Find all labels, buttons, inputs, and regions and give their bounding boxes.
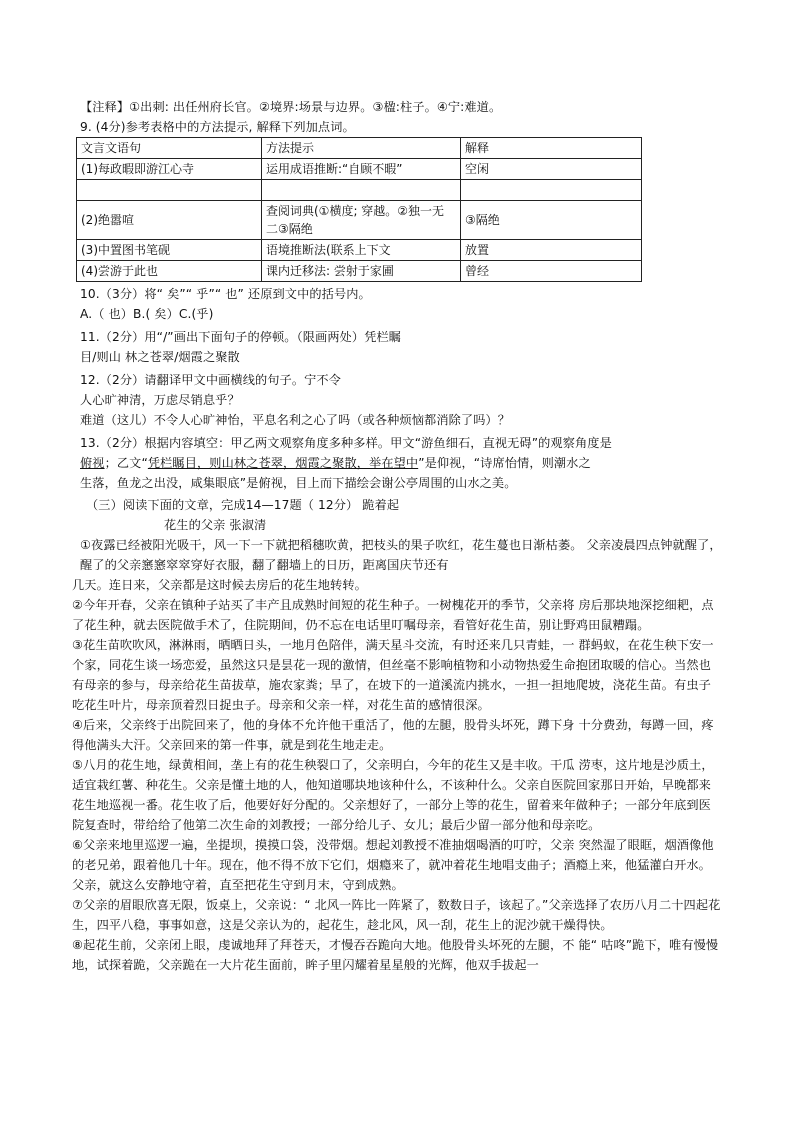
question-13-tail: ”是仰视，“诗席怡情，则潮水之 (418, 456, 591, 470)
question-10: 10.（3分）将“ 矣”“ 乎”“ 也” 还原到文中的括号内。 (80, 287, 371, 301)
table-cell: 曾经 (461, 261, 642, 282)
question-12: 12.（2分）请翻译甲文中画横线的句子。宁不令 (80, 373, 341, 387)
question-9-prompt: 9. (4分)参考表格中的方法提示, 解释下列加点词。 (80, 120, 355, 134)
method-table (76, 137, 642, 282)
question-10-answer: A.（ 也）B.( 矣）C.(乎) (80, 307, 214, 321)
question-13-line2 (72, 453, 722, 473)
table-cell: 课内迁移法: 尝射于家圃 (262, 261, 461, 282)
table-cell: 运用成语推断:“自顾不暇” (262, 159, 461, 180)
table-cell: (4)尝游于此也 (77, 261, 262, 282)
table-cell: (2)绝嚣喧 (77, 201, 262, 240)
table-row (77, 159, 642, 180)
paragraph: ⑤八月的花生地，绿黄相间，垄上有的花生秧裂口了，父亲明白，今年的花生又是丰收。干瓜 涝枣，这片地是沙质土，适宜栽红薯、种花生。父亲是懂土地的人，他知道哪块地该种什么，不该种什么。父亲自医院回家那日开始，早晚都来花生地巡视一番。花生收了后，他要好好分配的。父亲想好了，一部分上等的花生，留着来年做种子；一部分年底到医院复查时，带给给了他第二次生命的刘教授；一部分给儿子、女儿；最后少留一部分他和母亲吃。 (72, 758, 714, 832)
table-cell: 查阅词典(①横度; 穿越。②独一无二③隔绝 (262, 201, 461, 240)
paragraph: 几天。连日来，父亲都是这时候去房后的花生地转转。 (72, 578, 367, 592)
paragraph: ⑧起花生前，父亲闭上眼，虔诚地拜了拜苍天，才慢吞吞跪向大地。他股骨头坏死的左腿，不 能“ 咕咚”跪下，唯有慢慢地，试探着跪，父亲跪在一大片花生面前，眸子里闪耀着星星般的光辉，他双手拔起一 (72, 938, 719, 972)
article-title: 花生的父亲 张淑清 (164, 518, 267, 532)
table-row (77, 240, 642, 261)
paragraph: ⑦父亲的眉眼欣喜无限，饭桌上，父亲说：“ 北风一阵比一阵紧了，数数日子，该起了。”父亲选择了农历八月二十四起花生，四平八稳，事事如意，这是父亲认为的，起花生，趁北风，风一刮，花生上的泥沙就干燥得快。 (72, 898, 721, 932)
paragraph: ③花生苗吹吹风，淋淋雨，晒晒日头，一地月色陪伴，满天星斗交流，有时还来几只青蛙，一 群蚂蚁，在花生秧下安一个家，同花生谈一场恋爱，虽然这只是昙花一现的激情，但丝毫不影响植物和小动物热爱生命抱团取暖的信心。当然也有母亲的参与，母亲给花生苗拔草，施农家粪；旱了，在坡下的一道溪流内挑水，一担一担地爬坡，浇花生苗。有虫子吃花生叶片，母亲顶着烈日捉虫子。母亲和父亲一样，对花生苗的感情很深。 (72, 638, 714, 712)
blank-answer-1: 俯视 (80, 456, 105, 470)
table-cell (77, 180, 262, 201)
header-explanation: 解释 (461, 138, 642, 159)
header-method: 方法提示 (262, 138, 461, 159)
table-cell: 放置 (461, 240, 642, 261)
question-13-line1: 13.（2分）根据内容填空：甲乙两文观察角度多种多样。甲文“游鱼细石，直视无碍”的观察角度是 (80, 436, 612, 450)
table-header-row (77, 138, 642, 159)
blank-answer-2: 凭栏瞩目，则山林之苍翠，烟霞之聚散，举在望中 (147, 456, 419, 470)
table-cell: (1)每政暇即游江心寺 (77, 159, 262, 180)
table-cell: 空闲 (461, 159, 642, 180)
table-cell: (3)中置图书笔砚 (77, 240, 262, 261)
table-cell: ③隔绝 (461, 201, 642, 240)
table-row (77, 261, 642, 282)
question-12-line2: 人心旷神清，万虑尽销息乎？ (80, 393, 240, 407)
paragraph: ④后来，父亲终于出院回来了，他的身体不允许他干重活了，他的左腿，股骨头坏死，蹲下身 十分费劲，每蹲一回，疼得他满头大汗。父亲回来的第一件事，就是到花生地走走。 (72, 718, 714, 752)
question-12-answer: 难道（这儿）不令人心旷神怡，平息名利之心了吗（或各种烦恼都消除了吗）？ (80, 413, 511, 427)
table-cell (262, 180, 461, 201)
header-sentence: 文言文语句 (77, 138, 262, 159)
table-cell: 语境推断法(联系上下文 (262, 240, 461, 261)
paragraph: ②今年开春，父亲在镇种子站买了丰产且成熟时间短的花生种子。一树槐花开的季节，父亲将 房后那块地深挖细耙，点了花生种，就去医院做手术了，住院期间，仍不忘在电话里叮嘱母亲，看管好花生苗，别让野鸡田鼠糟蹋。 (72, 598, 714, 632)
paragraph: ⑥父亲来地里巡逻一遍，坐提坝，摸摸口袋，没带烟。想起刘教授不准抽烟喝酒的叮咛，父亲 突然湿了眼眶，烟酒像他的老兄弟，跟着他几十年。现在，他不得不放下它们，烟瘾来了，就冲着花生地唱支曲子；酒瘾上来，他猛灌白开水。父亲，就这么安静地守着，直至把花生守到月末，守到成熟。 (72, 838, 714, 892)
question-11: 11.（2分）用“/”画出下面句子的停顿。（限画两处）凭栏瞩 (80, 330, 402, 344)
table-row (77, 201, 642, 240)
question-13-line3: 生落，鱼龙之出没，咸集眼底”是俯视，目上而下描绘会谢公亭周围的山水之美。 (80, 476, 517, 490)
table-row (77, 180, 642, 201)
annotation-notes: 【注释】①出刺: 出任州府长官。②境界:场景与边界。③楹:柱子。④宁:难道。 (80, 100, 502, 114)
question-13-mid: ；乙文“ (104, 456, 148, 470)
document-page (72, 97, 722, 975)
section-heading: （三）阅读下面的文章，完成14—17题（ 12分） 跪着起 (86, 498, 400, 512)
question-11-answer: 目/则山 林之苍翠/烟霞之聚散 (80, 350, 240, 364)
table-cell (461, 180, 642, 201)
paragraph: ①夜露已经被阳光吸干，风一下一下就把稻穗吹黄，把枝头的果子吹红，花生蔓也日渐枯萎。 父亲凌晨四点钟就醒了，醒了的父亲窸窸窣窣穿好衣服，翻了翻墙上的日历，距离国庆节还有 (80, 538, 722, 572)
